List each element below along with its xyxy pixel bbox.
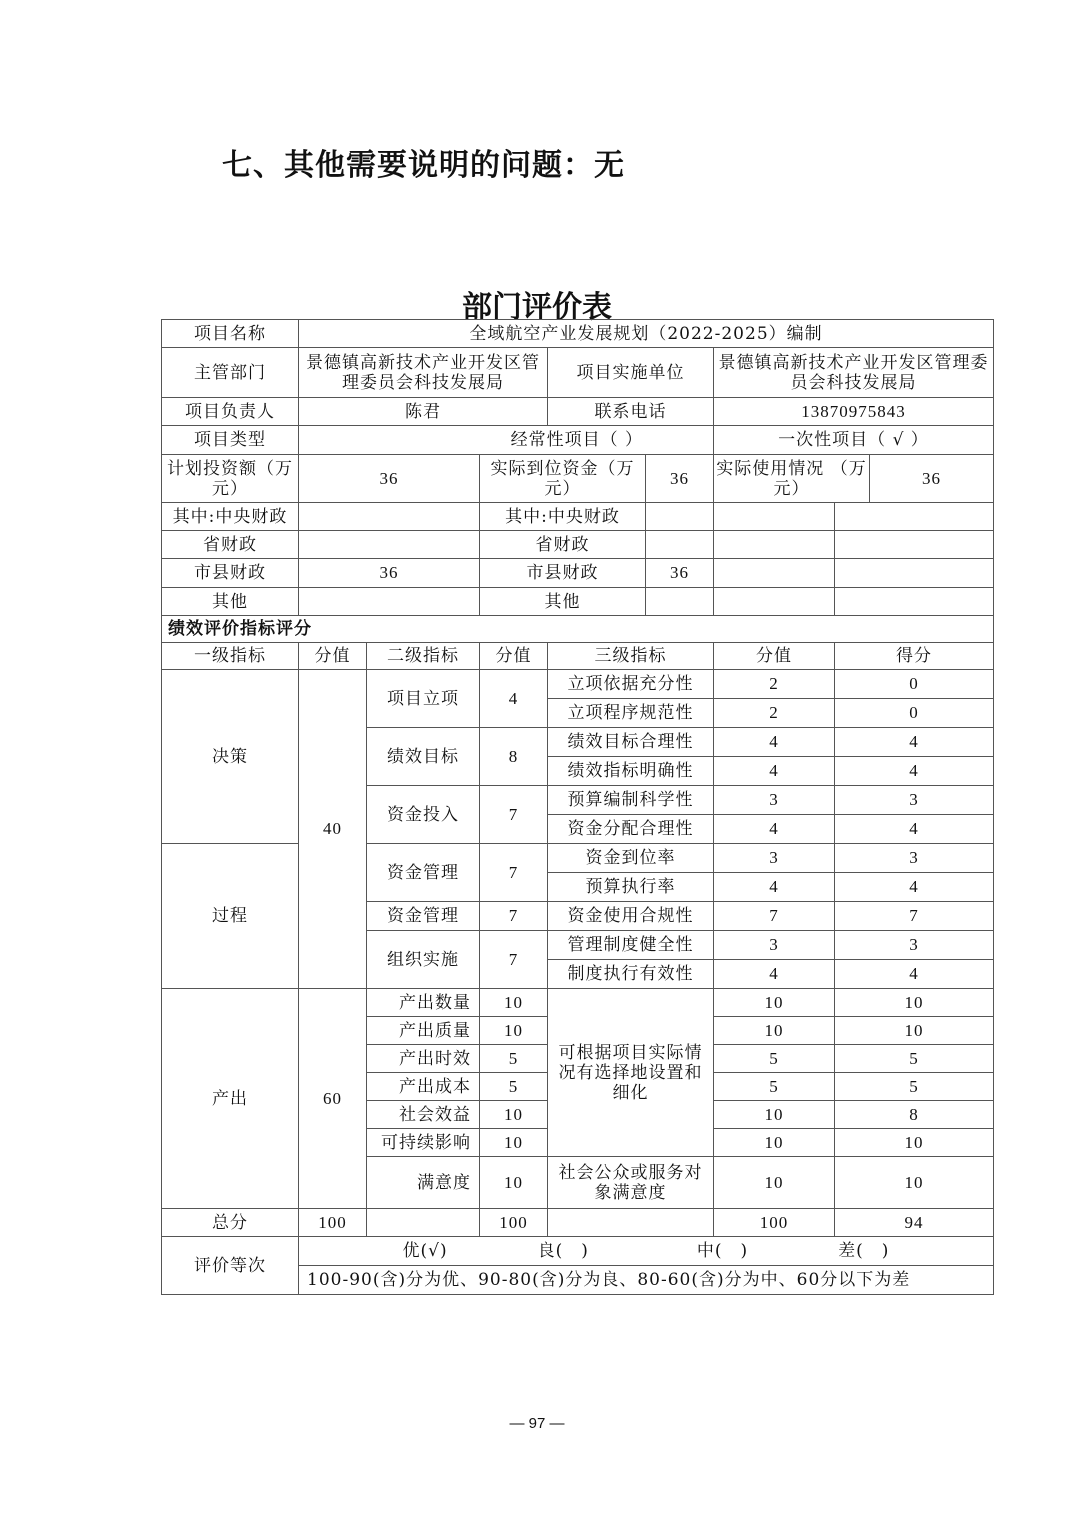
central-used [714, 503, 835, 531]
l3-got: 0 [835, 670, 994, 699]
l2-guanli-2: 资金管理 [367, 902, 480, 931]
l2-output-name: 产出时效 [367, 1045, 480, 1073]
city-value-2: 36 [646, 559, 714, 588]
l2-lixiang: 项目立项 [367, 670, 480, 728]
l3-satisfaction-got: 10 [835, 1157, 994, 1209]
l2-zuzhi-score: 7 [480, 931, 548, 989]
l2-zuzhi: 组织实施 [367, 931, 480, 989]
header-l1: 一级指标 [162, 643, 299, 670]
l2-mubiao: 绩效目标 [367, 728, 480, 786]
city-label-2: 市县财政 [480, 559, 646, 588]
l1-score-40: 40 [299, 670, 367, 989]
perf-section-title: 绩效评价指标评分 [162, 616, 994, 643]
total-label: 总分 [162, 1209, 299, 1237]
rating-rule: 100-90(含)分为优、90-80(含)分为良、80-60(含)分为中、60分以下为差 [299, 1266, 994, 1295]
l3-got: 10 [835, 989, 994, 1017]
l2-output-name: 产出成本 [367, 1073, 480, 1101]
row-funds [162, 455, 994, 503]
row-project-name [162, 320, 994, 348]
l2-output-score: 10 [480, 1101, 548, 1129]
l1-decision: 决策 [162, 670, 299, 844]
l1-output: 产出 [162, 989, 299, 1209]
l2-lixiang-score: 4 [480, 670, 548, 728]
l3-score: 2 [714, 670, 835, 699]
l3-name: 资金分配合理性 [548, 815, 714, 844]
l3-name: 预算编制科学性 [548, 786, 714, 815]
l3-score: 4 [714, 815, 835, 844]
l2-guanli-1: 资金管理 [367, 844, 480, 902]
planned-value: 36 [299, 455, 480, 503]
l2-output-name: 社会效益 [367, 1101, 480, 1129]
l2-output-score: 5 [480, 1045, 548, 1073]
phone-value: 13870975843 [714, 398, 994, 426]
owner-value: 陈君 [299, 398, 548, 426]
planned-label: 计划投资额（万元） [162, 455, 299, 503]
l2-output-name: 可持续影响 [367, 1129, 480, 1157]
header-l3-score: 分值 [714, 643, 835, 670]
l2-satisfaction-score: 10 [480, 1157, 548, 1209]
l2-touru-score: 7 [480, 786, 548, 844]
type-once: 一次性项目（ √ ） [714, 426, 994, 455]
row-l3-0 [162, 670, 994, 699]
total-l1-score: 100 [299, 1209, 367, 1237]
total-l2-score: 100 [480, 1209, 548, 1237]
central-label: 其中:中央财政 [162, 503, 299, 531]
other-blank [835, 588, 994, 616]
l3-got: 3 [835, 786, 994, 815]
other-used [714, 588, 835, 616]
l3-satisfaction-score: 10 [714, 1157, 835, 1209]
l3-score: 10 [714, 1101, 835, 1129]
other-label: 其他 [162, 588, 299, 616]
l1-score-60: 60 [299, 989, 367, 1209]
l2-output-name: 产出数量 [367, 989, 480, 1017]
l2-output-score: 5 [480, 1073, 548, 1101]
l3-name: 预算执行率 [548, 873, 714, 902]
l3-score: 4 [714, 757, 835, 786]
city-blank [835, 559, 994, 588]
row-province [162, 531, 994, 559]
row-other [162, 588, 994, 616]
l2-output-score: 10 [480, 1017, 548, 1045]
l3-score: 4 [714, 960, 835, 989]
row-l3-6 [162, 844, 994, 873]
l3-name: 绩效指标明确性 [548, 757, 714, 786]
other-value-2 [646, 588, 714, 616]
l2-satisfaction: 满意度 [367, 1157, 480, 1209]
type-regular: 经常性项目（ ） [299, 426, 714, 455]
l3-score: 7 [714, 902, 835, 931]
other-label-2: 其他 [480, 588, 646, 616]
header-l1-score: 分值 [299, 643, 367, 670]
l3-score: 5 [714, 1045, 835, 1073]
impl-unit-value: 景德镇高新技术产业开发区管理委员会科技发展局 [714, 348, 994, 398]
l3-name: 管理制度健全性 [548, 931, 714, 960]
l3-score: 3 [714, 786, 835, 815]
l2-guanli-1-score: 7 [480, 844, 548, 902]
project-name-label: 项目名称 [162, 320, 299, 348]
l2-touru: 资金投入 [367, 786, 480, 844]
other-value [299, 588, 480, 616]
row-rating [162, 1237, 994, 1266]
central-value [299, 503, 480, 531]
total-l3-score: 100 [714, 1209, 835, 1237]
arrived-value: 36 [646, 455, 714, 503]
row-city [162, 559, 994, 588]
l2-guanli-2-score: 7 [480, 902, 548, 931]
impl-unit-label: 项目实施单位 [548, 348, 714, 398]
owner-label: 项目负责人 [162, 398, 299, 426]
rating-label: 评价等次 [162, 1237, 299, 1295]
row-project-type [162, 426, 994, 455]
row-total [162, 1209, 994, 1237]
l3-got: 4 [835, 873, 994, 902]
l1-process: 过程 [162, 844, 299, 989]
header-l2: 二级指标 [367, 643, 480, 670]
type-label: 项目类型 [162, 426, 299, 455]
province-value [299, 531, 480, 559]
l3-name: 立项依据充分性 [548, 670, 714, 699]
project-name-value: 全域航空产业发展规划（2022-2025）编制 [299, 320, 994, 348]
dept-label: 主管部门 [162, 348, 299, 398]
l3-score: 2 [714, 699, 835, 728]
used-label: 实际使用情况 （万元） [714, 455, 870, 503]
l3-score: 4 [714, 728, 835, 757]
city-used [714, 559, 835, 588]
row-section-title [162, 616, 994, 643]
header-got: 得分 [835, 643, 994, 670]
l2-output-score: 10 [480, 1129, 548, 1157]
l3-got: 3 [835, 931, 994, 960]
city-value: 36 [299, 559, 480, 588]
evaluation-table [161, 319, 994, 1295]
row-perf-headers [162, 643, 994, 670]
total-l3-blank [548, 1209, 714, 1237]
l3-score: 4 [714, 873, 835, 902]
row-output-0 [162, 989, 994, 1017]
arrived-label: 实际到位资金（万元） [480, 455, 646, 503]
l3-got: 5 [835, 1045, 994, 1073]
rating-options: 优(√) 良( ) 中( ) 差( ) [299, 1237, 994, 1266]
row-department [162, 348, 994, 398]
l3-got: 4 [835, 757, 994, 786]
l3-name: 立项程序规范性 [548, 699, 714, 728]
table-title: 部门评价表 [462, 290, 612, 325]
l3-got: 0 [835, 699, 994, 728]
dept-value: 景德镇高新技术产业开发区管理委员会科技发展局 [299, 348, 548, 398]
header-l2-score: 分值 [480, 643, 548, 670]
l3-got: 10 [835, 1017, 994, 1045]
l3-got: 3 [835, 844, 994, 873]
l2-output-name: 产出质量 [367, 1017, 480, 1045]
total-l2-blank [367, 1209, 480, 1237]
l3-got: 7 [835, 902, 994, 931]
l2-mubiao-score: 8 [480, 728, 548, 786]
header-l3: 三级指标 [548, 643, 714, 670]
l3-got: 4 [835, 815, 994, 844]
province-used [714, 531, 835, 559]
output-l3-note: 可根据项目实际情况有选择地设置和细化 [548, 989, 714, 1157]
l3-name: 资金到位率 [548, 844, 714, 873]
total-got: 94 [835, 1209, 994, 1237]
row-central [162, 503, 994, 531]
l3-score: 10 [714, 1017, 835, 1045]
page-number: — 97 — [509, 1415, 565, 1432]
city-label: 市县财政 [162, 559, 299, 588]
province-label: 省财政 [162, 531, 299, 559]
l3-score: 5 [714, 1073, 835, 1101]
province-blank [835, 531, 994, 559]
l3-got: 4 [835, 960, 994, 989]
l3-got: 10 [835, 1129, 994, 1157]
l3-score: 3 [714, 931, 835, 960]
l3-got: 4 [835, 728, 994, 757]
used-value: 36 [870, 455, 994, 503]
l2-output-score: 10 [480, 989, 548, 1017]
l3-name: 制度执行有效性 [548, 960, 714, 989]
province-value-2 [646, 531, 714, 559]
l3-satisfaction: 社会公众或服务对象满意度 [548, 1157, 714, 1209]
l3-score: 3 [714, 844, 835, 873]
l3-got: 5 [835, 1073, 994, 1101]
central-value-2 [646, 503, 714, 531]
province-label-2: 省财政 [480, 531, 646, 559]
l3-score: 10 [714, 1129, 835, 1157]
l3-score: 10 [714, 989, 835, 1017]
phone-label: 联系电话 [548, 398, 714, 426]
l3-got: 8 [835, 1101, 994, 1129]
l3-name: 绩效目标合理性 [548, 728, 714, 757]
central-label-2: 其中:中央财政 [480, 503, 646, 531]
central-blank [835, 503, 994, 531]
section-heading: 七、其他需要说明的问题：无 [222, 148, 625, 183]
l3-name: 资金使用合规性 [548, 902, 714, 931]
row-owner [162, 398, 994, 426]
